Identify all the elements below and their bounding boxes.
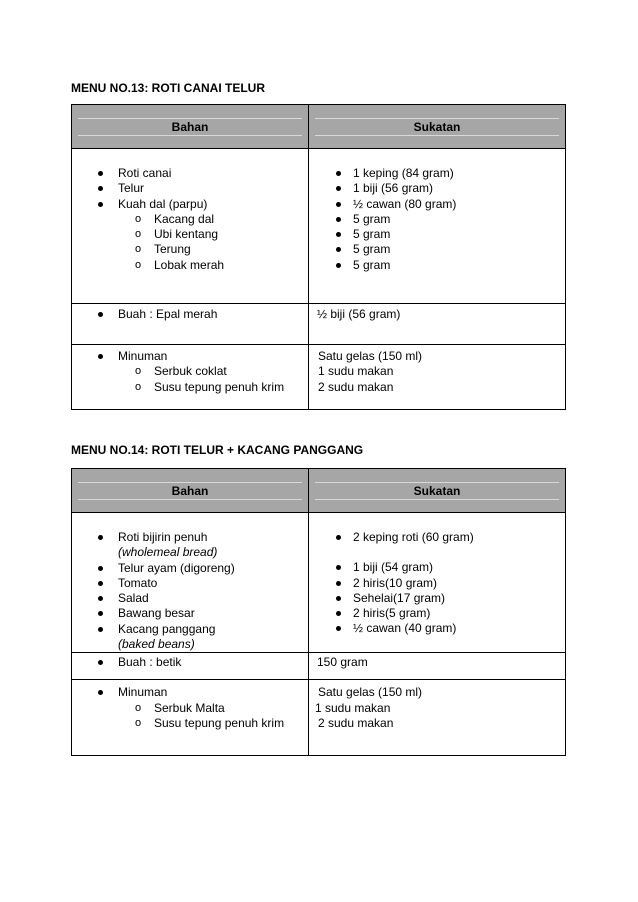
- fruit-amount: 150 gram: [317, 655, 368, 670]
- sub-drink-list: [118, 364, 308, 395]
- menu-14: [71, 442, 565, 756]
- list-item: Telur ayam (digoreng): [72, 561, 308, 576]
- list-item: o Susu tepung penuh krim: [118, 716, 308, 731]
- list-item: Buah : betik: [72, 655, 308, 670]
- list-item: Salad: [72, 591, 308, 606]
- list-item: o Serbuk coklat: [118, 364, 308, 379]
- list-item: o Kacang dal: [118, 212, 308, 227]
- list-item: Tomato: [72, 576, 308, 591]
- col-header-sukatan: Sukatan: [315, 118, 559, 136]
- list-item: 2 hiris(5 gram): [309, 606, 565, 621]
- list-item-label: Roti bijirin penuh: [118, 530, 208, 544]
- table-header-row: [72, 469, 566, 513]
- drink-amount: 2 sudu makan: [318, 715, 394, 730]
- sub-ingredient-list: [118, 212, 308, 273]
- list-item-label: Kacang panggang: [118, 621, 216, 636]
- col-header-bahan: Bahan: [78, 482, 302, 500]
- list-item: [72, 197, 308, 273]
- list-item: o Susu tepung penuh krim: [118, 380, 308, 395]
- list-item-note: (wholemeal bread): [118, 545, 218, 560]
- sub-drink-list: [118, 701, 308, 732]
- list-item: [72, 622, 308, 653]
- list-item: 2 hiris(10 gram): [309, 576, 565, 591]
- amount-list: [309, 530, 565, 637]
- list-item: o Terung: [118, 242, 308, 257]
- menu-14-title: MENU NO.14: ROTI TELUR + KACANG PANGGANG: [71, 443, 364, 457]
- list-item: [72, 685, 308, 731]
- list-item: 1 keping (84 gram): [309, 166, 565, 181]
- table-header-row: [72, 105, 566, 149]
- drink-amount: 2 sudu makan: [318, 379, 394, 394]
- menu-13-table: [71, 104, 566, 410]
- ingredient-list: [72, 166, 308, 273]
- list-item: 1 biji (56 gram): [309, 181, 565, 196]
- list-item: Sehelai(17 gram): [309, 591, 565, 606]
- list-item: 1 biji (54 gram): [309, 560, 565, 575]
- fruit-list: [72, 307, 308, 322]
- list-item-label: Minuman: [118, 349, 168, 363]
- list-item: o Serbuk Malta: [118, 701, 308, 716]
- col-header-bahan: Bahan: [78, 118, 302, 136]
- menu-13-title: MENU NO.13: ROTI CANAI TELUR: [71, 81, 266, 95]
- menu-14-table: [71, 468, 566, 756]
- list-item: Bawang besar: [72, 606, 308, 621]
- list-item: Telur: [72, 181, 308, 196]
- menu-13: [71, 80, 565, 410]
- list-item: ½ cawan (40 gram): [309, 621, 565, 636]
- table-row: [72, 513, 566, 653]
- drink-amount: 1 sudu makan: [318, 364, 394, 379]
- drink-list: [72, 349, 308, 395]
- amount-list: [309, 166, 565, 273]
- list-item: 5 gram: [309, 242, 565, 257]
- list-item: 5 gram: [309, 258, 565, 273]
- table-row: [72, 149, 566, 304]
- table-row: [72, 653, 566, 680]
- list-item: ½ cawan (80 gram): [309, 197, 565, 212]
- list-item-label: Kuah dal (parpu): [118, 196, 208, 211]
- drink-amount: Satu gelas (150 ml): [318, 349, 423, 363]
- list-item: o Lobak merah: [118, 258, 308, 273]
- ingredient-list: [72, 530, 308, 652]
- drink-list: [72, 685, 308, 731]
- list-item: 5 gram: [309, 227, 565, 242]
- table-row: [72, 680, 566, 756]
- table-row: [72, 304, 566, 345]
- fruit-amount: ½ biji (56 gram): [317, 307, 401, 321]
- list-item: [72, 349, 308, 395]
- list-item: [72, 530, 308, 561]
- fruit-list: [72, 655, 308, 670]
- drink-amount: 1 sudu makan: [315, 700, 391, 715]
- list-item: Buah : Epal merah: [72, 307, 308, 322]
- list-item-label: Minuman: [118, 685, 168, 700]
- list-item: Roti canai: [72, 166, 308, 181]
- list-item: 5 gram: [309, 212, 565, 227]
- list-item: 2 keping roti (60 gram): [309, 530, 565, 545]
- col-header-sukatan: Sukatan: [315, 482, 559, 500]
- drink-amount: Satu gelas (150 ml): [318, 685, 423, 700]
- list-item-note: (baked beans): [118, 637, 195, 652]
- list-item: o Ubi kentang: [118, 227, 308, 242]
- table-row: [72, 345, 566, 410]
